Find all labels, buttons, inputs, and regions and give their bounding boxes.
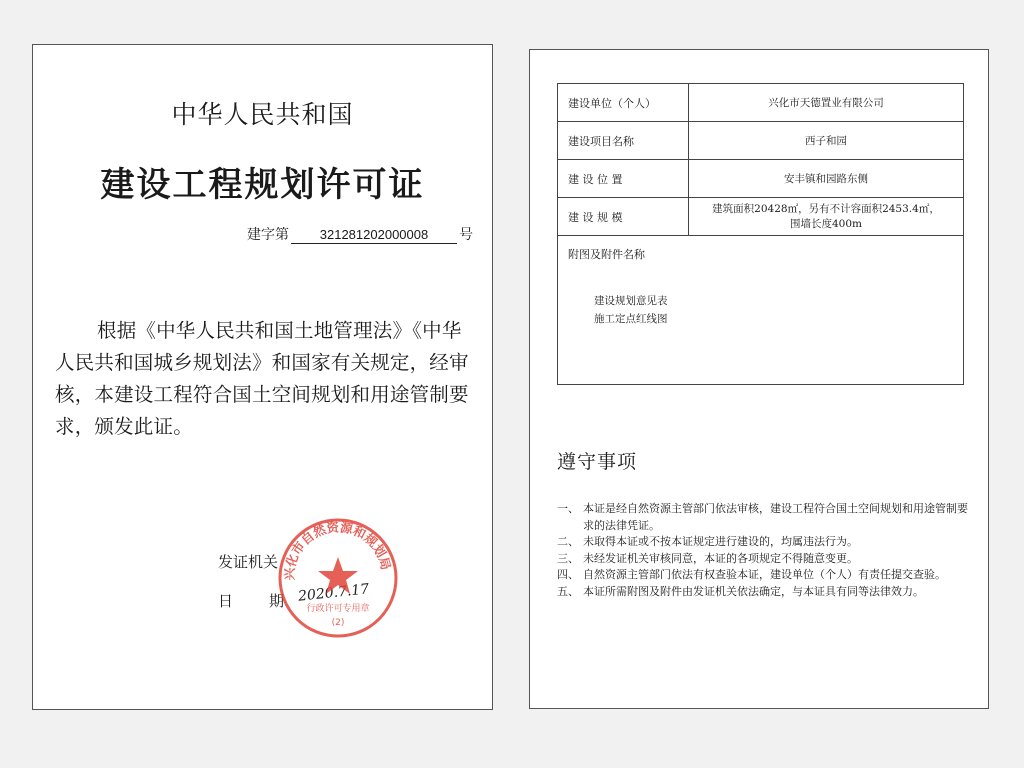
scale-value (689, 198, 964, 236)
table-row (558, 198, 964, 236)
country-name: 中华人民共和国 (171, 100, 354, 129)
attachments-list (594, 292, 953, 328)
notice-list (557, 501, 971, 600)
table-row (558, 160, 964, 198)
attachment-item: 施工定点红线图 (594, 313, 668, 325)
notice-text: 自然资源主管部门依法有权查验本证，建设单位（个人）有责任提交查验。 (583, 568, 946, 581)
seal-subtext: 行政许可专用章 (306, 604, 370, 614)
number-value: 321281202000008 (291, 227, 457, 244)
notice-number: 二、 (557, 535, 579, 548)
notice-number: 五、 (557, 584, 579, 598)
notice-item (557, 551, 971, 568)
notice-number: 四、 (557, 568, 579, 581)
handwritten-date: 2020.7.17 (297, 581, 370, 605)
attachments-cell (558, 236, 964, 385)
location-value: 安丰镇和园路东侧 (689, 160, 964, 198)
table-row (558, 122, 964, 160)
notice-text: 未取得本证或不按本证规定进行建设的，均属违法行为。 (583, 535, 858, 548)
certificate-title: 建设工程规划许可证 (100, 165, 425, 205)
notice-text: 本证所需附图及附件由发证机关依法确定，与本证具有同等法律效力。 (583, 584, 924, 598)
official-seal-stamp (275, 515, 401, 641)
unit-value: 兴化市天德置业有限公司 (689, 84, 964, 122)
project-value: 西子和园 (689, 122, 964, 160)
number-prefix: 建字第 (247, 227, 289, 243)
notice-text: 未经发证机关审核同意，本证的各项规定不得随意变更。 (583, 551, 858, 565)
unit-label: 建设单位（个人） (558, 84, 689, 122)
scale-value-line2: 围墙长度400m (790, 217, 862, 230)
certificate-right-page (529, 49, 989, 709)
attachments-label: 附图及附件名称 (568, 248, 645, 261)
notice-item (557, 567, 971, 584)
seal-text: 兴化市自然资源和规划局 (281, 519, 394, 581)
attachment-item: 建设规划意见表 (594, 295, 668, 307)
date-label-a: 日 (218, 592, 234, 610)
project-label: 建设项目名称 (558, 122, 689, 160)
scale-value-line1: 建筑面积20428㎡，另有不计容面积2453.4㎡， (712, 202, 940, 215)
issuing-authority-label: 发证机关 (218, 553, 279, 571)
notice-text: 本证是经自然资源主管部门依法审核，建设工程符合国土空间规划和用途管制要求的法律凭证。 (583, 502, 968, 532)
notice-number: 三、 (557, 551, 579, 565)
scale-label: 建 设 规 模 (558, 198, 689, 236)
table-row (558, 236, 964, 385)
notice-number: 一、 (557, 502, 579, 515)
notice-title: 遵守事项 (557, 451, 638, 473)
certificate-left-page (32, 44, 493, 710)
notice-item (557, 584, 971, 601)
date-label-b: 期 (269, 592, 285, 610)
project-info-table (557, 83, 964, 385)
number-suffix: 号 (459, 227, 473, 243)
location-label: 建 设 位 置 (558, 160, 689, 198)
certificate-number (247, 224, 473, 244)
notice-item (557, 534, 971, 551)
seal-number: (2) (331, 618, 345, 628)
table-row (558, 84, 964, 122)
certificate-body-text: 根据《中华人民共和国土地管理法》《中华人民共和国城乡规划法》和国家有关规定，经审核，本建设工程符合国土空间规划和用途管制要求，颁发此证。 (55, 319, 469, 438)
notice-item (557, 501, 971, 534)
